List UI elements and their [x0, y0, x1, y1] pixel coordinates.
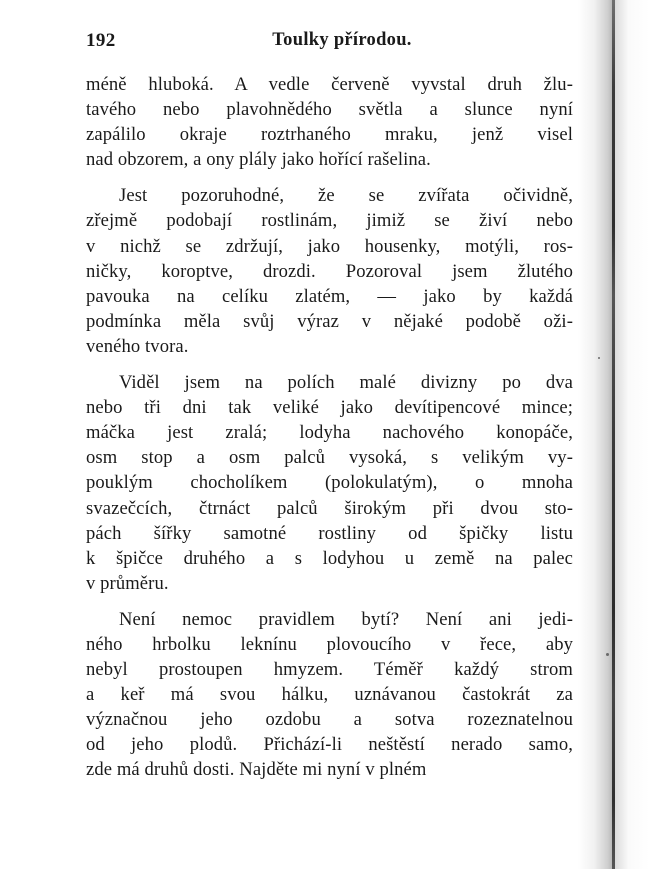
text-line: zde má druhů dosti. Najděte mi nyní v plném [86, 759, 427, 781]
text-line: pavouka na celíku zlatém, — jako by každá [86, 285, 573, 307]
paragraph [86, 183, 573, 359]
text-line: máčka jest zralá; lodyha nachového konopáče, [86, 422, 573, 444]
text-line: ničky, koroptve, drozdi. Pozoroval jsem žlutého [86, 260, 573, 282]
scan-gutter-line [612, 0, 615, 869]
running-title: Toulky přírodou. [272, 30, 412, 50]
scan-gutter-outer-shadow [615, 0, 649, 869]
body-text-block [86, 72, 573, 794]
text-line: nebyl prostoupen hmyzem. Téměř každý strom [86, 659, 573, 681]
text-line: pách šířky samotné rostliny od špičky listu [86, 522, 573, 544]
text-line: v nichž se zdržují, jako housenky, motýli, ros- [86, 235, 573, 257]
text-line: nebo tři dni tak veliké jako devítipencové mince; [86, 397, 573, 419]
paragraph [86, 72, 573, 172]
text-line: Viděl jsem na polích malé divizny po dva [119, 372, 573, 394]
text-line: zřejmě podobají rostlinám, jimiž se živí nebo [86, 210, 573, 232]
text-line: svazečcích, čtrnáct palců širokým při dvou sto- [86, 497, 573, 519]
paragraph [86, 370, 573, 596]
text-line: zapálilo okraje roztrhaného mraku, jenž visel [86, 124, 573, 146]
text-line: a keř má svou hálku, uznávanou častokrát za [86, 684, 573, 706]
text-line: v průměru. [86, 572, 169, 594]
text-line: osm stop a osm palců vysoká, s velikým vy- [86, 447, 573, 469]
text-line: tavého nebo plavohnědého světla a slunce nyní [86, 99, 573, 121]
scan-speck [598, 357, 600, 359]
text-line: k špičce druhého a s lodyhou u země na palec [86, 547, 573, 569]
text-line: Jest pozoruhodné, že se zvířata očividně, [119, 185, 573, 207]
text-line: pouklým chocholíkem (polokulatým), o mnoha [86, 472, 573, 494]
text-line: nad obzorem, a ony plály jako hořící rašelina. [86, 149, 431, 171]
scan-gutter-shadow [578, 0, 614, 869]
page-number: 192 [86, 30, 116, 51]
text-line: veného tvora. [86, 335, 189, 357]
text-line: Není nemoc pravidlem bytí? Není ani jedi- [119, 608, 573, 630]
running-head [86, 30, 572, 56]
text-line: ného hrbolku leknínu plovoucího v řece, aby [86, 633, 573, 655]
text-line: méně hluboká. A vedle červeně vyvstal druh žlu- [86, 74, 573, 95]
text-line: od jeho plodů. Přichází-li neštěstí nerado samo, [86, 734, 573, 756]
text-line: podmínka měla svůj výraz v nějaké podobě oži- [86, 310, 573, 332]
scan-speck [606, 653, 609, 656]
text-line: význačnou jeho ozdobu a sotva rozeznatelnou [86, 709, 573, 731]
paragraph [86, 607, 573, 783]
